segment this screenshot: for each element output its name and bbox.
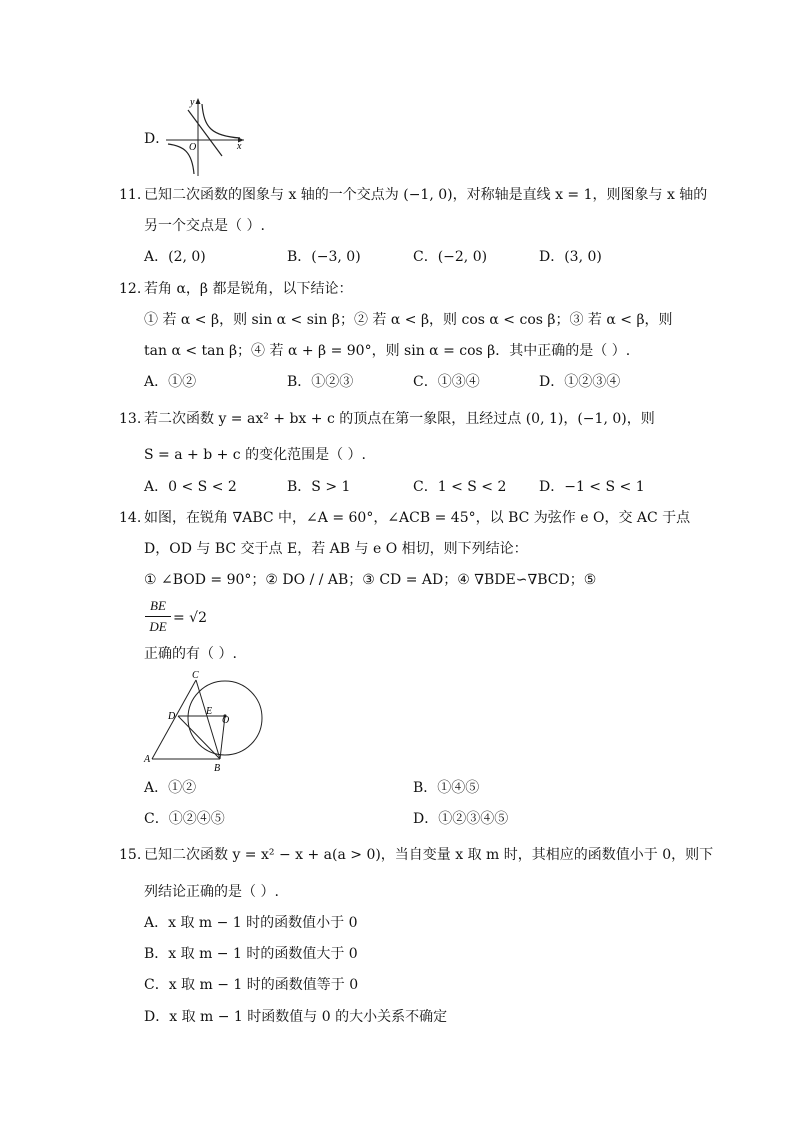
q15-stem-line2: 列结论正确的是（ ）. <box>144 884 279 900</box>
q14-circle-diagram <box>140 668 268 778</box>
q12-option-a: A．①② <box>144 374 197 390</box>
q14-label-d: D <box>168 711 176 722</box>
q11-option-b: B．(−3, 0) <box>287 249 361 265</box>
q14-label-e: E <box>206 706 213 717</box>
q13-option-b: B．S > 1 <box>287 479 351 495</box>
q11-option-c: C．(−2, 0) <box>413 249 488 265</box>
q12-option-b: B．①②③ <box>287 374 354 390</box>
q13-option-a: A．0 < S < 2 <box>144 479 237 495</box>
q14-fraction-rhs: = √2 <box>173 610 208 626</box>
q14-stem-line2: D，OD 与 BC 交于点 E，若 AB 与 e O 相切，则下列结论： <box>144 541 528 557</box>
q10-x-label: x <box>237 141 242 152</box>
q14-label-b: B <box>214 763 221 774</box>
q14-fraction-bar <box>145 616 171 617</box>
q14-option-b: B．①④⑤ <box>413 780 480 796</box>
q14-label-a: A <box>144 754 151 765</box>
q12-stem-line1: 若角 α，β 都是锐角，以下结论： <box>144 281 353 297</box>
q12-option-c: C．①③④ <box>413 374 480 390</box>
q15-stem-line1: 已知二次函数 y = x² − x + a(a > 0)，当自变量 x 取 m 时，其相应的函数值小于 0，则下 <box>144 847 714 863</box>
q12-stem-line2: ① 若 α < β，则 sin α < sin β；② 若 α < β，则 cos α < cos β；③ 若 α < β，则 <box>144 312 673 328</box>
q14-fraction-numerator: BE <box>150 598 166 613</box>
q10-option-d-label: D． <box>144 131 170 147</box>
q12-number: 12. <box>119 281 142 297</box>
q14-stem-line3: ① ∠BOD = 90°；② DO / / AB；③ CD = AD；④ ∇BDE∽∇BCD；⑤ <box>144 572 597 588</box>
q13-option-c: C．1 < S < 2 <box>413 479 507 495</box>
q11-stem-line1: 已知二次函数的图象与 x 轴的一个交点为 (−1, 0)，对称轴是直线 x = 1，则图象与 x 轴的 <box>144 187 708 203</box>
q15-option-d: D．x 取 m − 1 时函数值与 0 的大小关系不确定 <box>144 1009 448 1025</box>
q10-origin-label: O <box>189 142 197 153</box>
q13-stem-line1: 若二次函数 y = ax² + bx + c 的顶点在第一象限，且经过点 (0, 1)，(−1, 0)，则 <box>144 411 655 427</box>
q10-curve-upper <box>202 104 240 138</box>
q14-fraction-denominator: DE <box>149 619 167 634</box>
q15-number: 15. <box>119 847 142 863</box>
q14-option-d: D．①②③④⑤ <box>413 811 509 827</box>
q14-option-c: C．①②④⑤ <box>144 811 225 827</box>
q11-option-d: D．(3, 0) <box>539 249 602 265</box>
q15-option-c: C．x 取 m − 1 时的函数值等于 0 <box>144 977 359 993</box>
q13-option-d: D．−1 < S < 1 <box>539 479 645 495</box>
q11-option-a: A．(2, 0) <box>144 249 206 265</box>
q13-number: 13. <box>119 411 142 427</box>
q10-y-label: y <box>190 97 195 108</box>
q15-option-b: B．x 取 m − 1 时的函数值大于 0 <box>144 946 358 962</box>
q14-stem-line5: 正确的有（ ）. <box>144 646 237 662</box>
q14-label-o: O <box>222 715 230 726</box>
q11-stem-line2: 另一个交点是（ ）. <box>144 218 265 234</box>
q12-stem-line3: tan α < tan β；④ 若 α + β = 90°，则 sin α = cos β．其中正确的是（ ）. <box>144 343 631 359</box>
q14-stem-line1: 如图，在锐角 ∇ABC 中，∠A = 60°，∠ACB = 45°，以 BC 为弦作 e O，交 AC 于点 <box>144 510 691 526</box>
q12-option-d: D．①②③④ <box>539 374 621 390</box>
q13-stem-line2: S = a + b + c 的变化范围是（ ）. <box>144 447 366 463</box>
q15-option-a: A．x 取 m − 1 时的函数值小于 0 <box>144 915 358 931</box>
q11-number: 11. <box>119 187 142 203</box>
q10-y-arrow <box>196 98 201 104</box>
q14-label-c: C <box>192 670 199 681</box>
q10-hyperbola-graph <box>162 94 248 178</box>
q14-option-a: A．①② <box>144 780 197 796</box>
q14-number: 14. <box>119 510 142 526</box>
